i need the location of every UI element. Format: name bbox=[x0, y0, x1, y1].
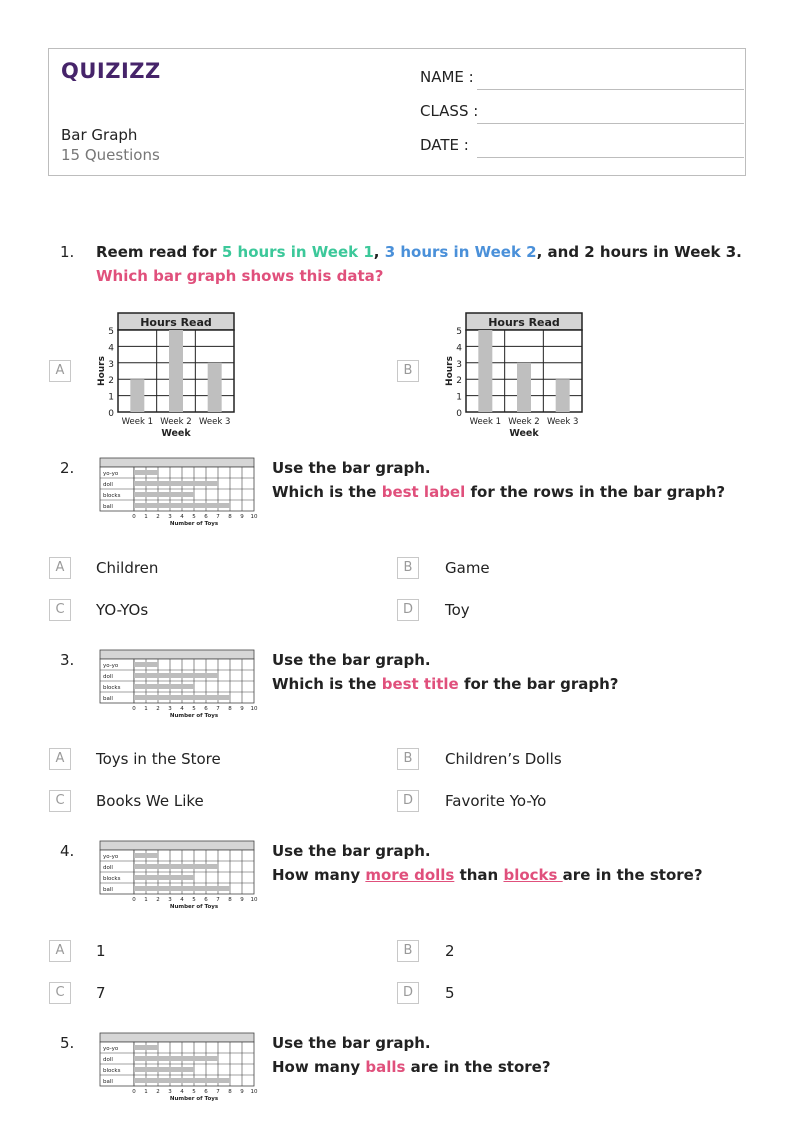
y-tick-label: 2 bbox=[456, 376, 462, 387]
option-b-box[interactable]: B bbox=[397, 940, 419, 962]
bar bbox=[134, 470, 158, 475]
toys-chart bbox=[98, 647, 260, 727]
x-tick-label: 0 bbox=[132, 897, 136, 903]
x-tick-label: 8 bbox=[228, 1089, 232, 1095]
worksheet-title: Bar Graph bbox=[61, 126, 138, 144]
toys-chart bbox=[98, 455, 260, 535]
question-text: Use the bar graph. How many more dolls than blocks are in the store? bbox=[272, 842, 703, 884]
row-label: doll bbox=[103, 674, 113, 680]
toys-chart bbox=[98, 1030, 260, 1108]
bar bbox=[134, 673, 218, 678]
bar bbox=[134, 695, 230, 700]
y-tick-label: 4 bbox=[456, 343, 462, 354]
chart-title: Hours Read bbox=[140, 316, 212, 329]
date-field[interactable] bbox=[420, 136, 740, 158]
row-label: ball bbox=[103, 696, 113, 702]
bar bbox=[130, 379, 144, 412]
bar bbox=[134, 853, 158, 858]
bar bbox=[134, 684, 194, 689]
x-tick-label: Week 2 bbox=[508, 417, 540, 427]
x-axis-label: Number of Toys bbox=[169, 1096, 219, 1102]
row-label: blocks bbox=[103, 1068, 121, 1074]
option-b-box[interactable]: B bbox=[397, 557, 419, 579]
x-tick-label: 0 bbox=[132, 706, 136, 712]
x-tick-label: 9 bbox=[240, 514, 244, 520]
row-label: ball bbox=[103, 887, 113, 893]
bar bbox=[134, 481, 218, 486]
x-tick-label: 9 bbox=[240, 1089, 244, 1095]
x-tick-label: Week 1 bbox=[121, 417, 154, 427]
bar bbox=[208, 363, 222, 412]
x-tick-label: 3 bbox=[168, 1089, 172, 1095]
question-text: Use the bar graph. Which is the best title for the bar graph? bbox=[272, 651, 619, 693]
x-tick-label: Week 2 bbox=[160, 417, 192, 427]
y-tick-label: 2 bbox=[108, 376, 114, 387]
y-tick-label: 5 bbox=[108, 327, 114, 337]
chart-title-bar bbox=[100, 650, 254, 659]
x-tick-label: 4 bbox=[180, 897, 184, 903]
x-tick-label: 3 bbox=[168, 514, 172, 520]
x-tick-label: 1 bbox=[144, 706, 148, 712]
row-label: blocks bbox=[103, 876, 121, 882]
option-c-box[interactable]: C bbox=[49, 599, 71, 621]
bar bbox=[134, 1067, 194, 1072]
x-tick-label: 10 bbox=[250, 514, 258, 520]
row-label: ball bbox=[103, 1079, 113, 1085]
row-label: doll bbox=[103, 482, 113, 488]
x-axis-label: Number of Toys bbox=[169, 521, 219, 527]
x-tick-label: 8 bbox=[228, 897, 232, 903]
x-tick-label: 5 bbox=[192, 1089, 196, 1095]
x-tick-label: 10 bbox=[250, 1089, 258, 1095]
x-axis-label: Number of Toys bbox=[169, 713, 219, 719]
x-tick-label: 5 bbox=[192, 706, 196, 712]
name-label: NAME : bbox=[420, 68, 474, 86]
y-tick-label: 4 bbox=[108, 343, 114, 354]
x-tick-label: 7 bbox=[216, 706, 220, 712]
x-tick-label: 5 bbox=[192, 514, 196, 520]
row-label: yo-yo bbox=[103, 1046, 119, 1052]
toys-chart bbox=[98, 838, 260, 918]
x-tick-label: 9 bbox=[240, 706, 244, 712]
quizizz-logo: QUIZIZZ bbox=[61, 59, 161, 83]
option-b-text[interactable]: Children’s Dolls bbox=[445, 750, 562, 768]
option-c-box[interactable]: C bbox=[49, 982, 71, 1004]
x-tick-label: Week 3 bbox=[198, 417, 231, 427]
date-line bbox=[477, 157, 744, 158]
option-c-box[interactable]: C bbox=[49, 790, 71, 812]
x-tick-label: 1 bbox=[144, 514, 148, 520]
y-tick-label: 0 bbox=[456, 409, 462, 419]
question-number: 5. bbox=[60, 1034, 75, 1052]
question-number: 4. bbox=[60, 842, 75, 860]
x-axis-label: Week bbox=[161, 428, 191, 438]
bar bbox=[134, 492, 194, 497]
x-tick-label: Week 3 bbox=[546, 417, 579, 427]
x-tick-label: 6 bbox=[204, 897, 208, 903]
x-tick-label: 10 bbox=[250, 706, 258, 712]
y-tick-label: 3 bbox=[456, 359, 462, 370]
name-field[interactable] bbox=[420, 68, 740, 90]
bar bbox=[556, 379, 570, 412]
row-label: yo-yo bbox=[103, 663, 119, 669]
row-label: ball bbox=[103, 504, 113, 510]
x-tick-label: 4 bbox=[180, 1089, 184, 1095]
option-b-text[interactable]: Game bbox=[445, 559, 490, 577]
bar bbox=[134, 1056, 218, 1061]
x-tick-label: 10 bbox=[250, 897, 258, 903]
worksheet-header bbox=[48, 48, 746, 176]
option-d-box[interactable]: D bbox=[397, 599, 419, 621]
option-d-text[interactable]: Favorite Yo-Yo bbox=[445, 792, 547, 810]
y-tick-label: 5 bbox=[456, 327, 462, 337]
row-label: doll bbox=[103, 865, 113, 871]
x-tick-label: 0 bbox=[132, 1089, 136, 1095]
chart-title-bar bbox=[100, 841, 254, 850]
bar bbox=[134, 886, 230, 891]
option-a-box[interactable]: A bbox=[49, 557, 71, 579]
x-tick-label: 7 bbox=[216, 1089, 220, 1095]
x-tick-label: 2 bbox=[156, 1089, 160, 1095]
y-axis-label: Hours bbox=[445, 356, 455, 386]
x-tick-label: 4 bbox=[180, 706, 184, 712]
x-tick-label: 7 bbox=[216, 514, 220, 520]
worksheet-question-count: 15 Questions bbox=[61, 146, 160, 164]
x-tick-label: 3 bbox=[168, 706, 172, 712]
chart-title-bar bbox=[100, 1033, 254, 1042]
x-tick-label: 9 bbox=[240, 897, 244, 903]
x-tick-label: 8 bbox=[228, 706, 232, 712]
x-tick-label: Week 1 bbox=[469, 417, 502, 427]
bar bbox=[134, 1078, 230, 1083]
x-axis-label: Number of Toys bbox=[169, 904, 219, 910]
bar bbox=[134, 875, 194, 880]
x-tick-label: 1 bbox=[144, 897, 148, 903]
x-tick-label: 6 bbox=[204, 514, 208, 520]
x-tick-label: 0 bbox=[132, 514, 136, 520]
class-label: CLASS : bbox=[420, 102, 479, 120]
class-field[interactable] bbox=[420, 102, 740, 124]
y-tick-label: 1 bbox=[108, 392, 114, 403]
hours-read-chart-b bbox=[440, 308, 590, 438]
question-text: Use the bar graph. Which is the best label for the rows in the bar graph? bbox=[272, 459, 726, 501]
question-text: Reem read for 5 hours in Week 1, 3 hours in Week 2, and 2 hours in Week 3. Which bar graph shows this data? bbox=[96, 243, 742, 285]
bar bbox=[169, 330, 183, 412]
option-d-text[interactable]: Toy bbox=[445, 601, 470, 619]
bar bbox=[517, 363, 531, 412]
option-a-box[interactable]: A bbox=[49, 360, 71, 382]
y-axis-label: Hours bbox=[97, 356, 107, 386]
bar bbox=[134, 662, 158, 667]
y-tick-label: 3 bbox=[108, 359, 114, 370]
option-b-box[interactable]: B bbox=[397, 748, 419, 770]
option-a-text[interactable]: 1 bbox=[96, 942, 106, 960]
row-label: blocks bbox=[103, 493, 121, 499]
row-label: doll bbox=[103, 1057, 113, 1063]
x-tick-label: 8 bbox=[228, 514, 232, 520]
y-tick-label: 0 bbox=[108, 409, 114, 419]
option-a-text[interactable]: Toys in the Store bbox=[96, 750, 221, 768]
y-tick-label: 1 bbox=[456, 392, 462, 403]
chart-title: Hours Read bbox=[488, 316, 560, 329]
name-line bbox=[477, 89, 744, 90]
option-c-text[interactable]: 7 bbox=[96, 984, 106, 1002]
row-label: blocks bbox=[103, 685, 121, 691]
chart-title-bar bbox=[100, 458, 254, 467]
row-label: yo-yo bbox=[103, 854, 119, 860]
bar bbox=[134, 864, 218, 869]
x-tick-label: 5 bbox=[192, 897, 196, 903]
option-b-box[interactable]: B bbox=[397, 360, 419, 382]
x-tick-label: 2 bbox=[156, 514, 160, 520]
bar bbox=[134, 1045, 158, 1050]
x-tick-label: 7 bbox=[216, 897, 220, 903]
x-tick-label: 1 bbox=[144, 1089, 148, 1095]
bar bbox=[478, 330, 492, 412]
option-d-text[interactable]: 5 bbox=[445, 984, 455, 1002]
question-number: 1. bbox=[60, 243, 75, 261]
date-label: DATE : bbox=[420, 136, 469, 154]
class-line bbox=[477, 123, 744, 124]
question-number: 3. bbox=[60, 651, 75, 669]
option-c-text[interactable]: Books We Like bbox=[96, 792, 204, 810]
option-c-text[interactable]: YO-YOs bbox=[96, 601, 149, 619]
row-label: yo-yo bbox=[103, 471, 119, 477]
x-tick-label: 3 bbox=[168, 897, 172, 903]
option-b-text[interactable]: 2 bbox=[445, 942, 455, 960]
question-text: Use the bar graph. How many balls are in the store? bbox=[272, 1034, 551, 1076]
x-tick-label: 2 bbox=[156, 706, 160, 712]
option-d-box[interactable]: D bbox=[397, 790, 419, 812]
option-a-box[interactable]: A bbox=[49, 940, 71, 962]
x-axis-label: Week bbox=[509, 428, 539, 438]
question-number: 2. bbox=[60, 459, 75, 477]
option-a-text[interactable]: Children bbox=[96, 559, 159, 577]
option-a-box[interactable]: A bbox=[49, 748, 71, 770]
bar bbox=[134, 503, 230, 508]
x-tick-label: 6 bbox=[204, 1089, 208, 1095]
x-tick-label: 4 bbox=[180, 514, 184, 520]
option-d-box[interactable]: D bbox=[397, 982, 419, 1004]
x-tick-label: 6 bbox=[204, 706, 208, 712]
hours-read-chart-a bbox=[92, 308, 242, 438]
x-tick-label: 2 bbox=[156, 897, 160, 903]
